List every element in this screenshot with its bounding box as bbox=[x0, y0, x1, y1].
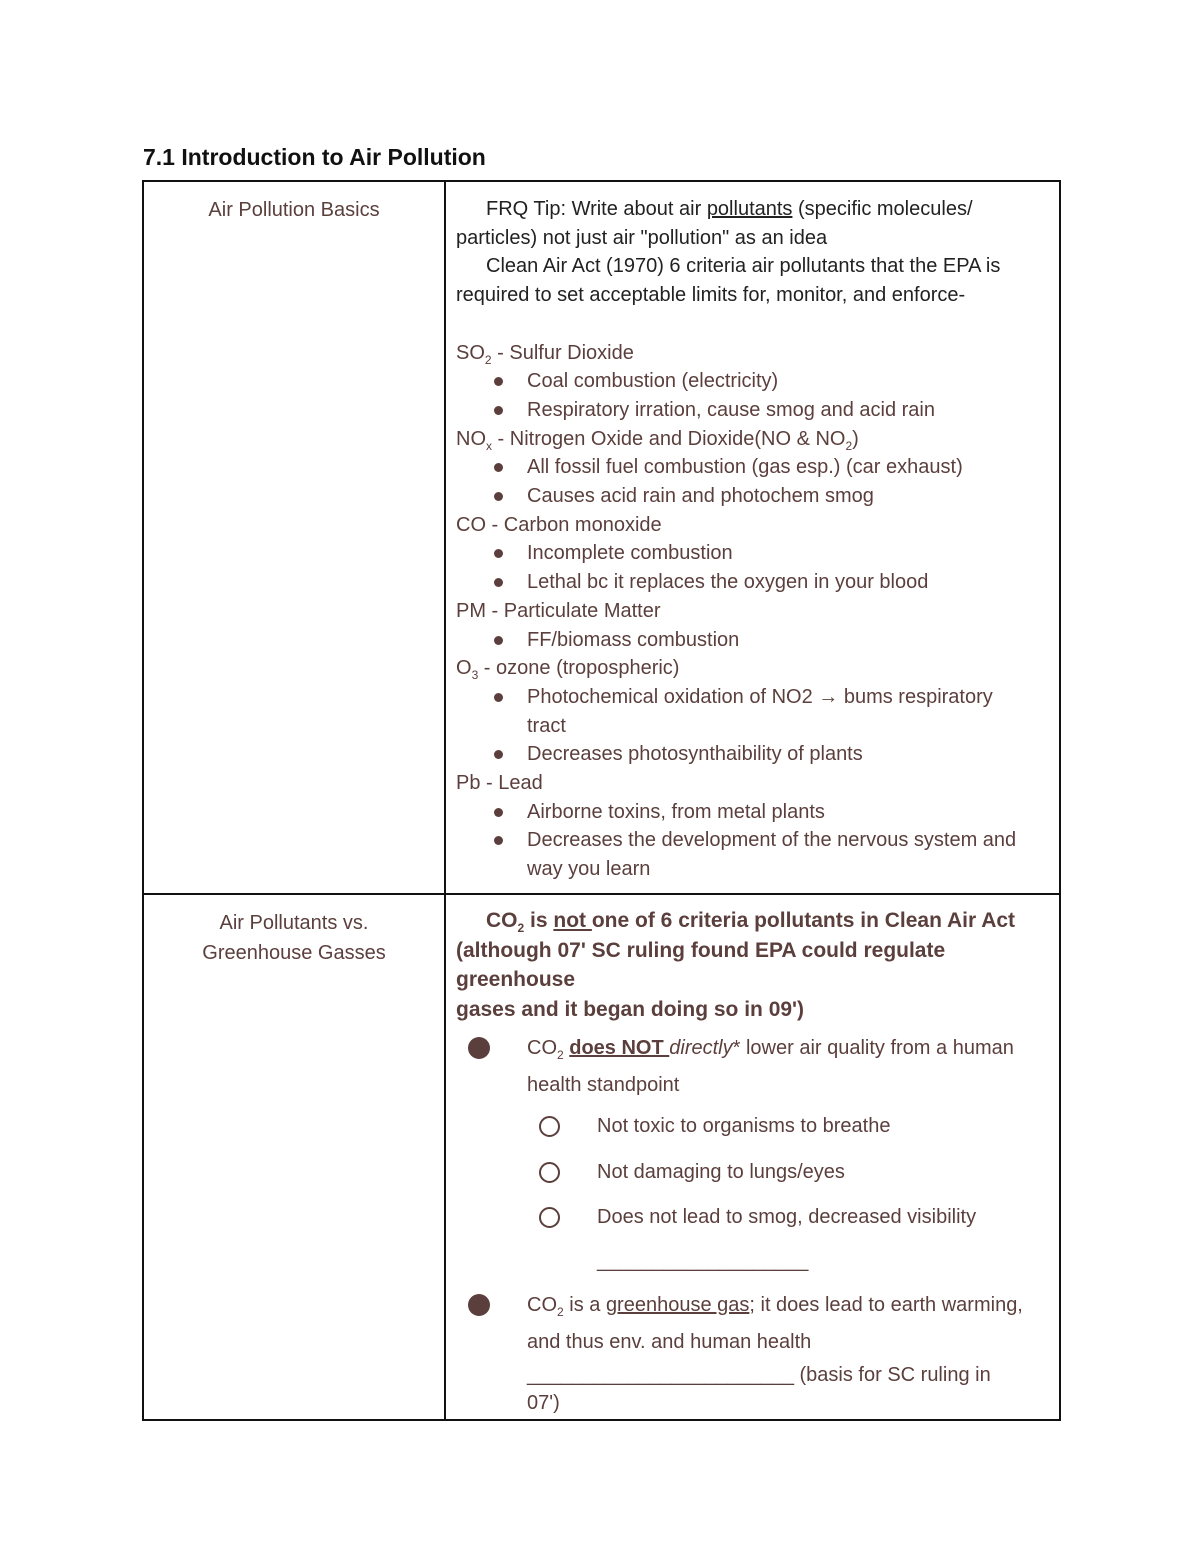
list-item: $CO_2$ is a greenhouse gas; it does lead to earth warming, and thus env. and human health bbox=[456, 1287, 1048, 1361]
list-item: Decreases photosynthaibility of plants bbox=[456, 740, 1048, 769]
list-item: Does not lead to smog, decreased visibility bbox=[456, 1195, 1048, 1241]
topic-label: Air Pollutants vs. Greenhouse Gasses bbox=[202, 912, 386, 964]
notes-table bbox=[142, 180, 1061, 1421]
fill-in-blank: ___________________ bbox=[597, 1249, 809, 1272]
table-row bbox=[143, 894, 1060, 1420]
notes-cell bbox=[445, 894, 1060, 1420]
co2-heading-line3: gases and it began doing so in 09') bbox=[456, 997, 805, 1021]
co2-heading-line2: (although 07' SC ruling found EPA could regulate greenhouse bbox=[456, 938, 946, 991]
pollutant-heading-so2: $SO_2$ - Sulfur Dioxide bbox=[456, 341, 634, 367]
pollutant-heading-pm: PM - Particulate Matter bbox=[456, 599, 661, 622]
topic-cell bbox=[143, 894, 445, 1420]
topic-cell bbox=[143, 181, 445, 894]
list-item: All fossil fuel combustion (gas esp.) (car exhaust) bbox=[456, 453, 1048, 482]
pollutant-heading-nox: $NO_x$ - Nitrogen Oxide and Dioxide(NO & $NO_2$) bbox=[456, 427, 859, 453]
clean-air-act-line: Clean Air Act (1970) 6 criteria air pollutants that the EPA is bbox=[486, 255, 1001, 278]
pollutant-heading-o3: $O_3$ - ozone (tropospheric) bbox=[456, 657, 680, 683]
list-item: Not toxic to organisms to breathe bbox=[456, 1104, 1048, 1150]
co2-heading: $CO_2$ is not one of 6 criteria pollutants in Clean Air Act bbox=[486, 909, 1016, 936]
list-item: Decreases the development of the nervous system and way you learn bbox=[456, 826, 1048, 883]
list-item: FF/biomass combustion bbox=[456, 626, 1048, 655]
frq-tip: FRQ Tip: Write about air pollutants (specific molecules/ bbox=[486, 198, 973, 220]
list-item: Causes acid rain and photochem smog bbox=[456, 482, 1048, 511]
list-item-continuation: 07') bbox=[527, 1392, 560, 1415]
frq-tip-line2: particles) not just air "pollution" as an idea bbox=[456, 226, 828, 249]
topic-label: Air Pollution Basics bbox=[208, 199, 380, 221]
page-title: 7.1 Introduction to Air Pollution bbox=[143, 144, 486, 170]
list-item: $CO_2$ does NOT directly* lower air quality from a human health standpoint bbox=[456, 1030, 1048, 1104]
table-row bbox=[143, 181, 1060, 894]
list-item: Respiratory irration, cause smog and acid rain bbox=[456, 396, 1048, 425]
notes-cell bbox=[445, 181, 1060, 894]
list-item: Incomplete combustion bbox=[456, 539, 1048, 568]
pollutant-heading-co: CO - Carbon monoxide bbox=[456, 513, 662, 536]
fill-in-blank: ________________________ (basis for SC ruling in bbox=[527, 1363, 991, 1386]
pollutant-heading-pb: Pb - Lead bbox=[456, 772, 543, 795]
list-item: Not damaging to lungs/eyes bbox=[456, 1150, 1048, 1196]
clean-air-act-line2: required to set acceptable limits for, monitor, and enforce- bbox=[456, 284, 966, 307]
list-item: Airborne toxins, from metal plants bbox=[456, 798, 1048, 827]
list-item: Lethal bc it replaces the oxygen in your blood bbox=[456, 568, 1048, 597]
list-item: Photochemical oxidation of NO2 → bums respiratory tract bbox=[456, 683, 1048, 740]
list-item: Coal combustion (electricity) bbox=[456, 367, 1048, 396]
